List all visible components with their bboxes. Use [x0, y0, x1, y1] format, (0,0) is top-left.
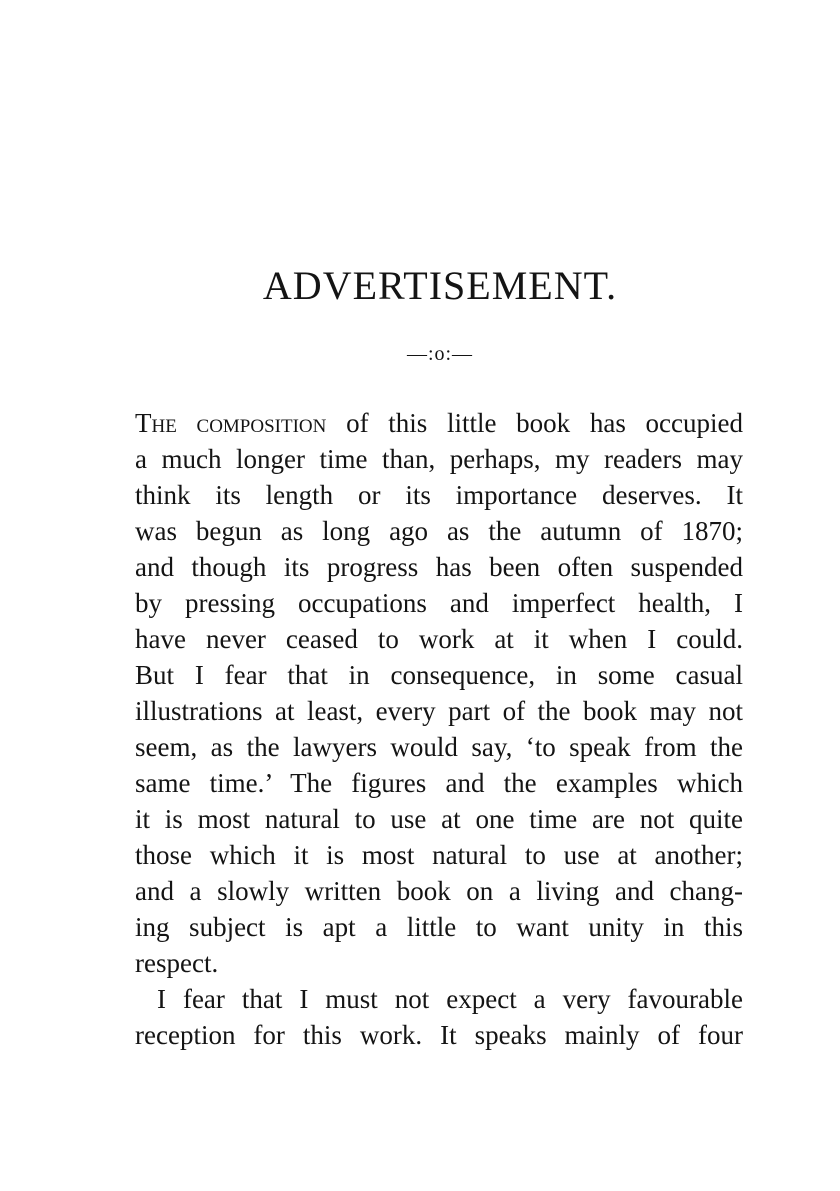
text-line: and a slowly written book on a living and chang- [135, 876, 743, 906]
text-line: same time.’ The figures and the examples which [135, 768, 743, 798]
text-line: seem, as the lawyers would say, ‘to speak from the [135, 732, 743, 762]
text-line: ing subject is apt a little to want unity in this [135, 912, 743, 942]
text-line: was begun as long ago as the autumn of 1870; [135, 516, 743, 546]
text-line: think its length or its importance deserves. It [135, 480, 743, 510]
text-line: it is most natural to use at one time are not quite [135, 804, 743, 834]
text-line: those which it is most natural to use at another; [135, 840, 743, 870]
text-line: I fear that I must not expect a very favourable [157, 984, 743, 1014]
text-line: have never ceased to work at it when I could. [135, 624, 743, 654]
text-line: The composition of this little book has occupied [135, 408, 744, 438]
text-line: illustrations at least, every part of the book may not [135, 696, 743, 726]
opening-small-caps: The composition [135, 408, 327, 438]
text-line: respect. [135, 948, 219, 978]
text-line: a much longer time than, perhaps, my readers may [135, 444, 743, 474]
body-text [135, 405, 743, 1053]
page-title: ADVERTISEMENT. [262, 263, 618, 308]
text-line: But I fear that in consequence, in some casual [135, 660, 743, 690]
title-ornament: —:o:— [406, 343, 474, 365]
text-line: by pressing occupations and imperfect health, I [135, 588, 743, 618]
text-line: and though its progress has been often suspended [135, 552, 743, 582]
text-line: reception for this work. It speaks mainly of four [135, 1020, 743, 1050]
